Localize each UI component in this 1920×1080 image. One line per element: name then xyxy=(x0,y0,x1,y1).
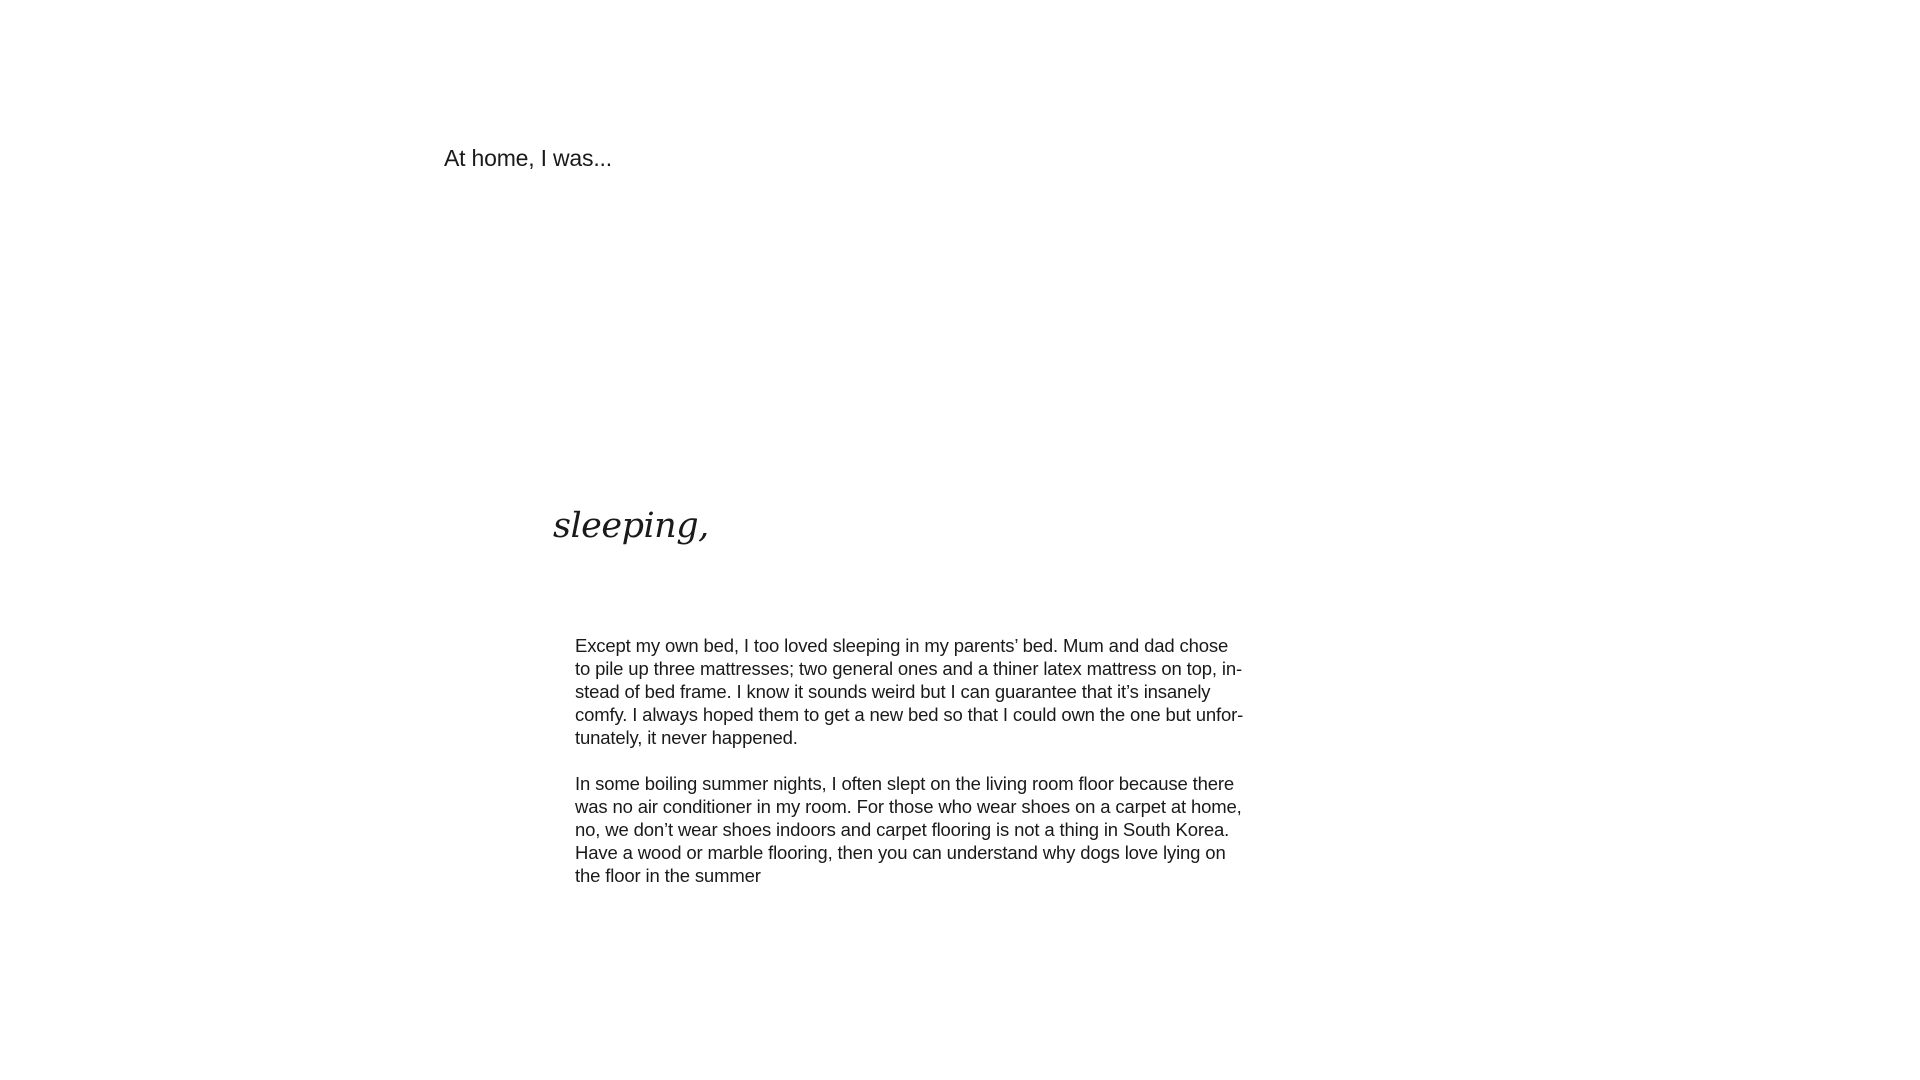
text-line: comfy. I always hoped them to get a new bed so that I could own the one but unfor- xyxy=(575,704,1244,725)
text-line: was no air conditioner in my room. For those who wear shoes on a carpet at home, xyxy=(575,796,1242,817)
text-line: no, we don’t wear shoes indoors and carpet flooring is not a thing in South Korea. xyxy=(575,819,1230,840)
text-line: tunately, it never happened. xyxy=(575,727,798,748)
text-line: Except my own bed, I too loved sleeping in my parents’ bed. Mum and dad chose xyxy=(575,635,1229,656)
paragraph-bed xyxy=(575,634,1305,749)
text-line: to pile up three mattresses; two general ones and a thiner latex mattress on top, in- xyxy=(575,658,1242,679)
paragraph-floor xyxy=(575,772,1305,887)
text-line: In some boiling summer nights, I often slept on the living room floor because there xyxy=(575,773,1235,794)
text-line: Have a wood or marble flooring, then you can understand why dogs love lying on xyxy=(575,842,1226,863)
section-title: sleeping, xyxy=(553,506,709,546)
text-line: stead of bed frame. I know it sounds weird but I can guarantee that it’s insanely xyxy=(575,681,1211,702)
text-line: the floor in the summer xyxy=(575,865,761,886)
intro-heading: At home, I was... xyxy=(444,145,612,171)
body-text xyxy=(575,634,1305,910)
